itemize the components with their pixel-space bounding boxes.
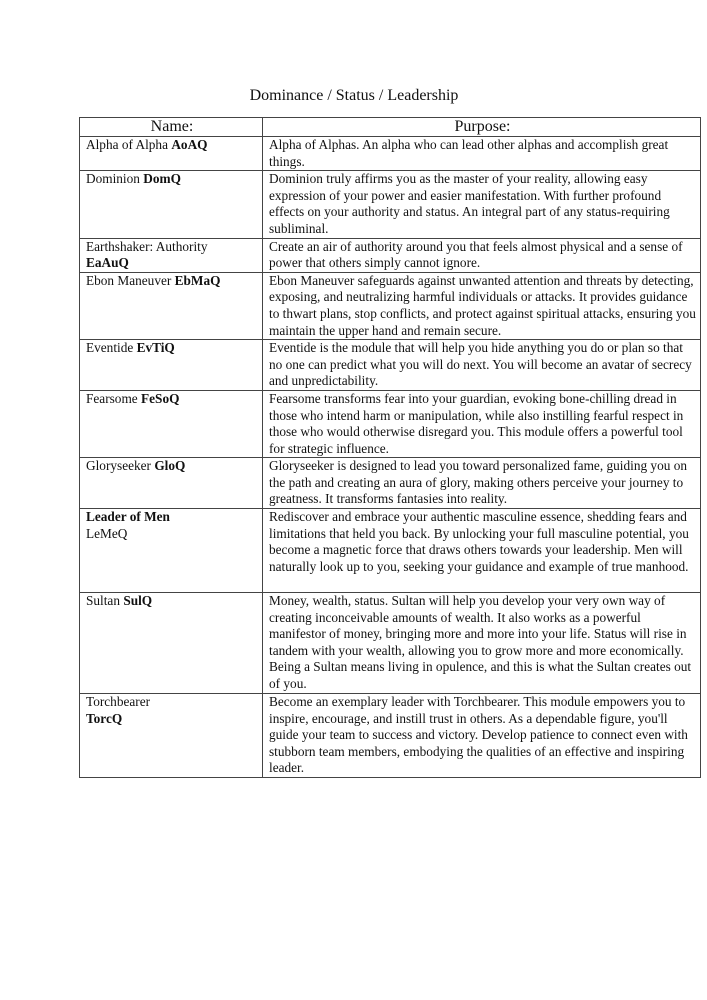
module-purpose: Rediscover and embrace your authentic masculine essence, shedding fears and limitations that held you back. By unlocking your full masculine potential, you become a magnetic force that draws others towards your leadership. Men will naturally look up to you, seeking your guidance and example of true manhood. bbox=[263, 509, 701, 593]
table-row bbox=[80, 390, 701, 457]
module-name-cell bbox=[80, 694, 263, 778]
module-code: GloQ bbox=[154, 458, 186, 474]
module-code: AoAQ bbox=[171, 137, 208, 152]
module-name: Leader of Men bbox=[86, 509, 170, 525]
module-name-cell bbox=[80, 458, 263, 509]
module-code: SulQ bbox=[123, 593, 153, 609]
table-row bbox=[80, 340, 701, 391]
module-name-cell bbox=[80, 171, 263, 238]
module-purpose: Alpha of Alphas. An alpha who can lead other alphas and accomplish great things. bbox=[263, 137, 701, 171]
module-code: EvTiQ bbox=[136, 340, 175, 356]
module-purpose: Become an exemplary leader with Torchbearer. This module empowers you to inspire, encourage, and instill trust in others. As a dependable figure, you'll guide your team to success and victory. Develop patience to connect even with stubborn team members, embodying the qualities of an effective and inspiring leader. bbox=[263, 694, 701, 778]
table-row bbox=[80, 458, 701, 509]
module-code: TorcQ bbox=[86, 710, 123, 726]
table-row bbox=[80, 137, 701, 171]
purpose-column-header: Purpose: bbox=[263, 118, 701, 137]
module-name: Fearsome bbox=[86, 390, 138, 406]
module-name: Earthshaker: Authority bbox=[86, 238, 208, 254]
module-name: Torchbearer bbox=[86, 694, 151, 710]
module-code: FeSoQ bbox=[141, 390, 180, 406]
module-name-cell bbox=[80, 390, 263, 457]
table-row bbox=[80, 171, 701, 238]
module-code: DomQ bbox=[143, 171, 181, 187]
module-purpose: Money, wealth, status. Sultan will help you develop your very own way of creating inconceivable amounts of wealth. It also works as a powerful manifestor of money, bringing more and more into your life. Status will rise in tandem with your wealth, allowing you to grow more and more economically. Being a Sultan means living in opulence, and this is what the Sultan creates out of you. bbox=[263, 593, 701, 694]
table-row bbox=[80, 238, 701, 272]
module-name-cell bbox=[80, 238, 263, 272]
name-column-header: Name: bbox=[80, 118, 263, 137]
module-purpose: Create an air of authority around you that feels almost physical and a sense of power that others simply cannot ignore. bbox=[263, 238, 701, 272]
module-name: Sultan bbox=[86, 593, 120, 609]
module-name: Ebon Maneuver bbox=[86, 272, 172, 288]
table-row bbox=[80, 694, 701, 778]
table-row bbox=[80, 509, 701, 593]
modules-table bbox=[79, 117, 701, 778]
module-name-cell bbox=[80, 593, 263, 694]
module-purpose: Fearsome transforms fear into your guardian, evoking bone-chilling dread in those who intend harm or manipulation, while also instilling fearful respect in those who would otherwise disregard you. This module offers a powerful tool for strategic influence. bbox=[263, 390, 701, 457]
page-title: Dominance / Status / Leadership bbox=[249, 87, 459, 104]
module-name-cell bbox=[80, 272, 263, 339]
module-purpose: Ebon Maneuver safeguards against unwanted attention and threats by detecting, exposing, and neutralizing harmful individuals or attacks. It provides guidance to thwart plans, stop conflicts, and protect against spiritual attacks, ensuring you maintain the upper hand and remain secure. bbox=[263, 272, 701, 339]
module-purpose: Dominion truly affirms you as the master of your reality, allowing easy expression of your power and easier manifestation. With further profound effects on your authority and status. An integral part of any status-requiring subliminal. bbox=[263, 171, 701, 238]
module-purpose: Gloryseeker is designed to lead you toward personalized fame, guiding you on the path and creating an aura of glory, making others perceive your journey to greatness. It transforms fantasies into reality. bbox=[263, 458, 701, 509]
module-name: Alpha of Alpha bbox=[86, 137, 168, 152]
module-name: Dominion bbox=[86, 171, 140, 187]
table-row bbox=[80, 593, 701, 694]
module-name-cell bbox=[80, 340, 263, 391]
module-code: EaAuQ bbox=[86, 255, 129, 271]
table-header-row bbox=[80, 118, 701, 137]
module-code: EbMaQ bbox=[174, 272, 221, 288]
module-code: LeMeQ bbox=[86, 525, 128, 541]
module-name-cell bbox=[80, 137, 263, 171]
module-name: Gloryseeker bbox=[86, 458, 151, 474]
module-purpose: Eventide is the module that will help you hide anything you do or plan so that no one can predict what you will do next. You will become an avatar of secrecy and unpredictability. bbox=[263, 340, 701, 391]
table-row bbox=[80, 272, 701, 339]
module-name-cell bbox=[80, 509, 263, 593]
module-name: Eventide bbox=[86, 340, 134, 356]
